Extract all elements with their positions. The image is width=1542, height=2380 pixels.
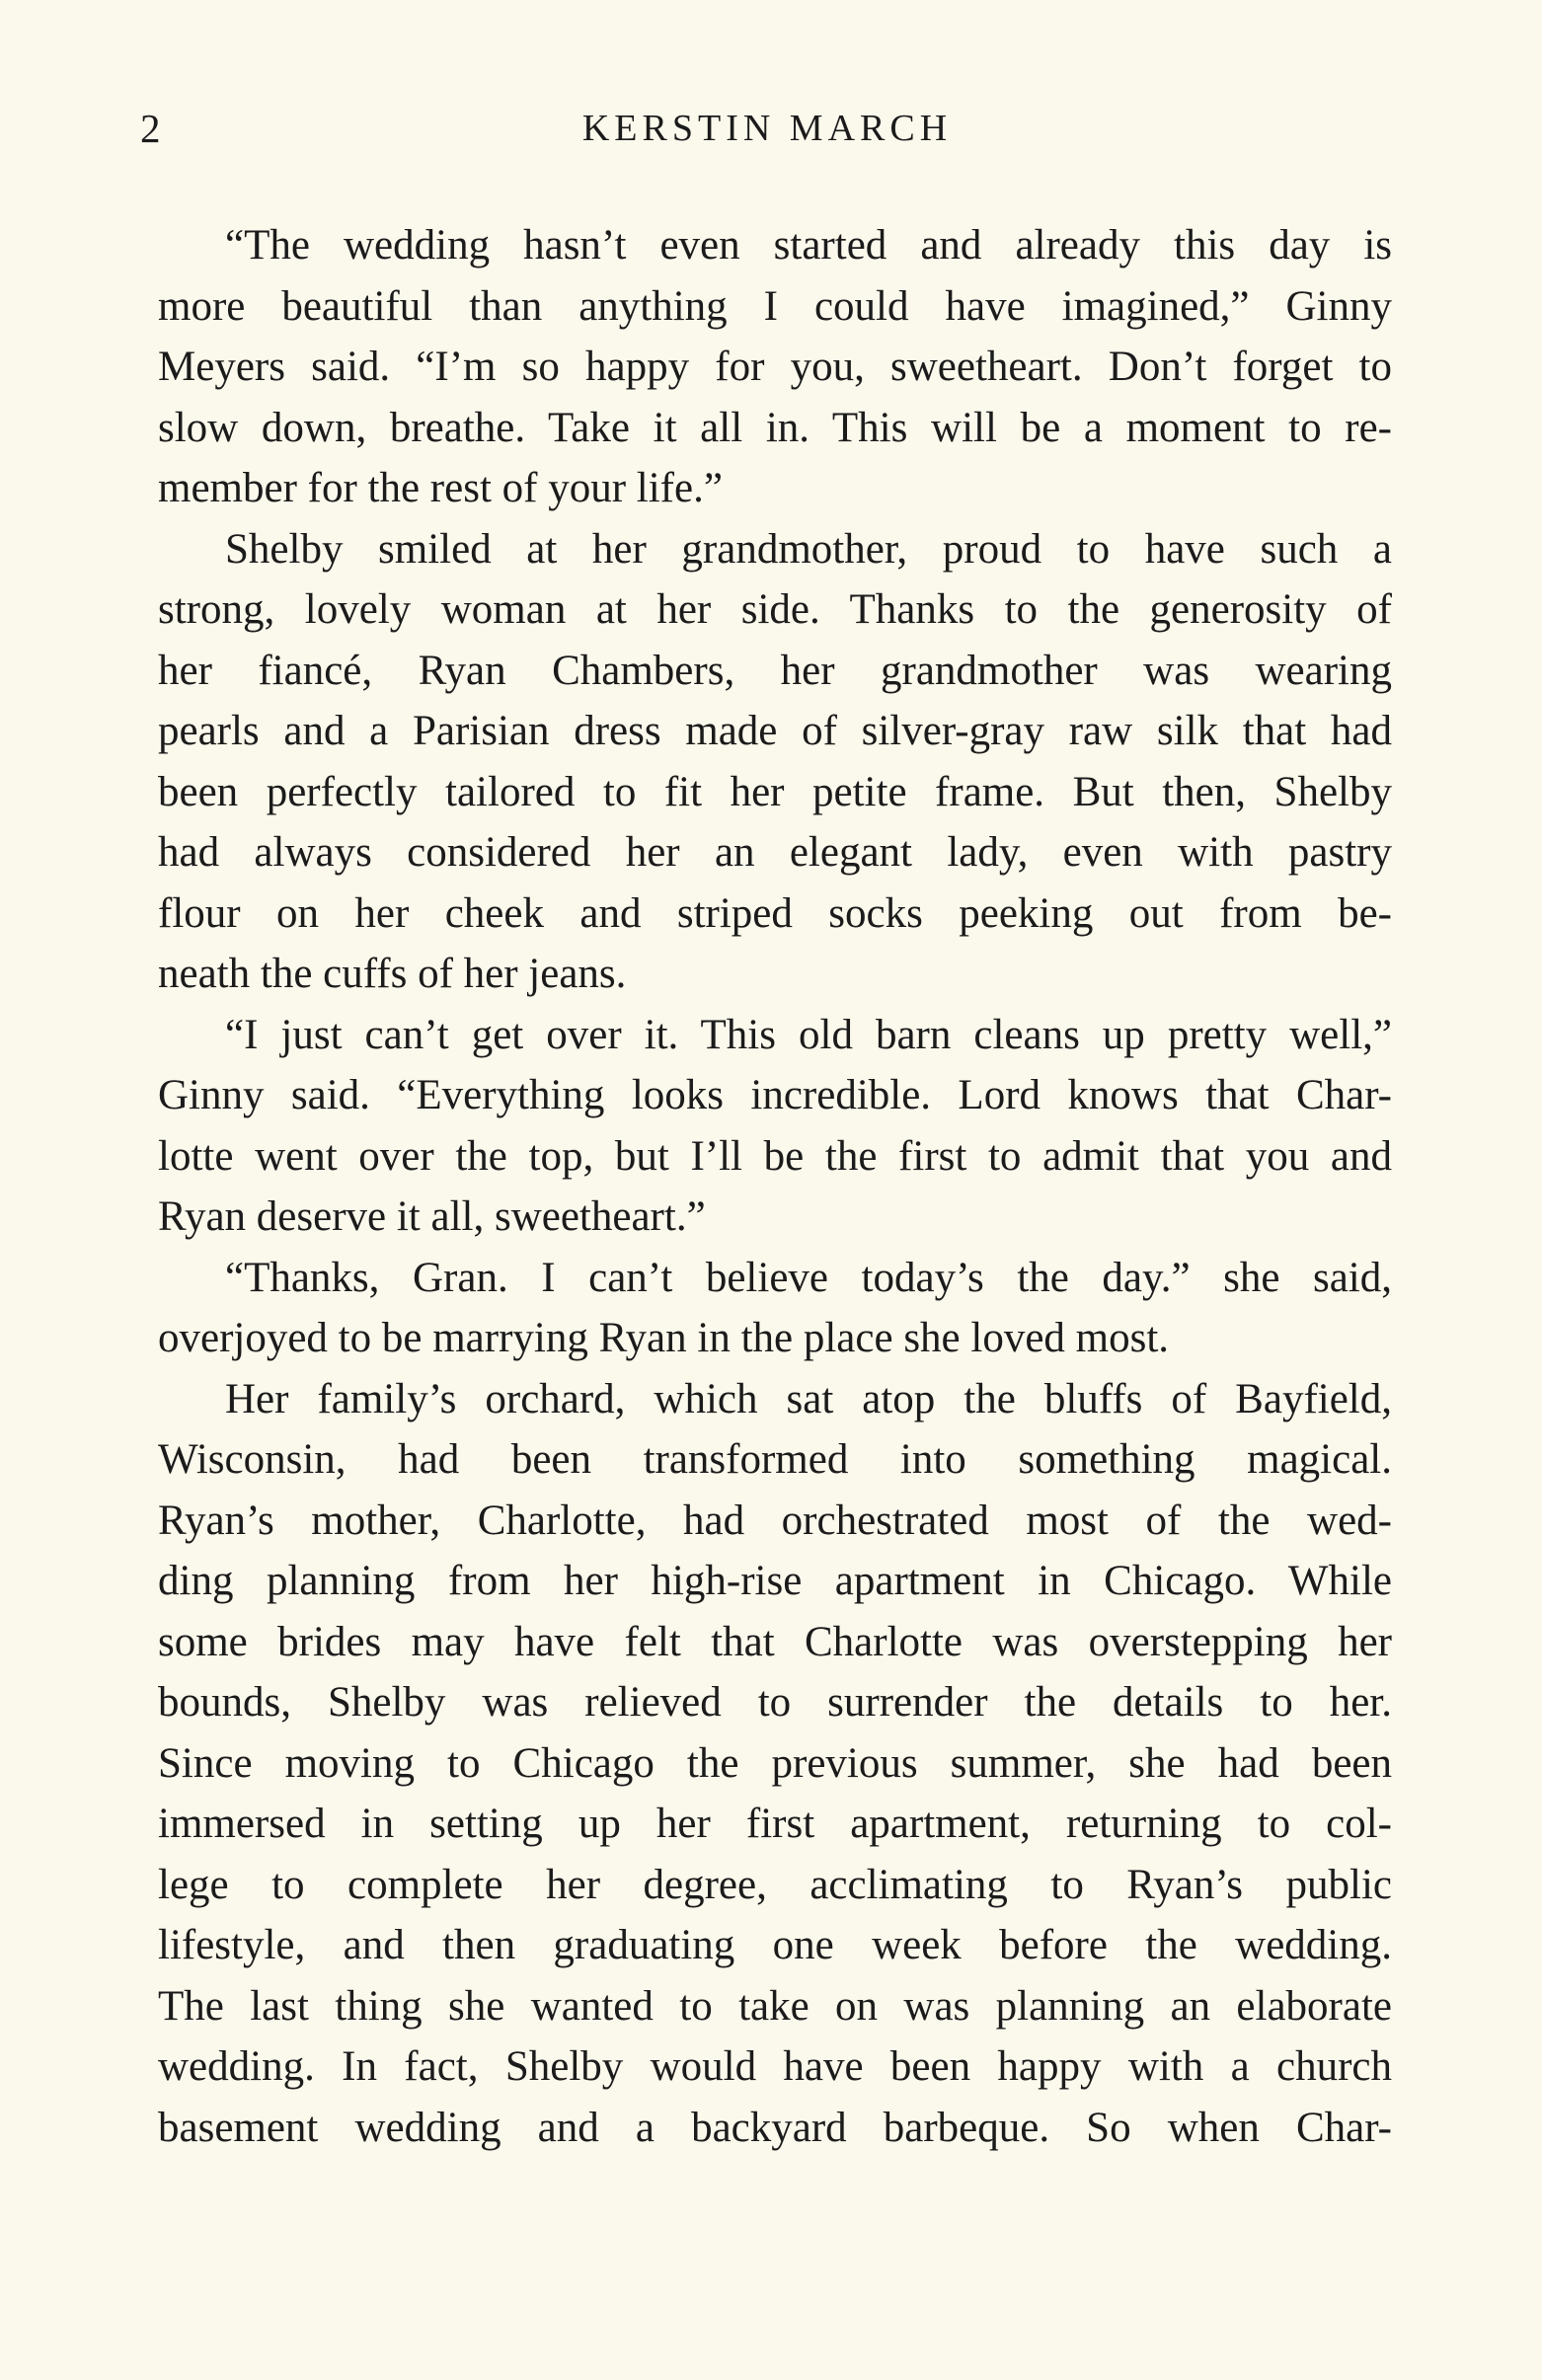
- running-head: [140, 99, 1394, 158]
- text-line: strong, lovely woman at her side. Thanks to the generosity of: [158, 586, 1392, 633]
- text-line: her fiancé, Ryan Chambers, her grandmother was wearing: [158, 647, 1392, 694]
- text-line: neath the cuffs of her jeans.: [158, 951, 627, 997]
- text-line: flour on her cheek and striped socks peeking out from be-: [158, 889, 1392, 937]
- text-line: bounds, Shelby was relieved to surrender the details to her.: [158, 1679, 1392, 1726]
- paragraph: [158, 1248, 1392, 1369]
- paragraph: [158, 215, 1392, 519]
- text-line: “Thanks, Gran. I can’t believe today’s the day.” she said,: [225, 1254, 1392, 1301]
- text-line: pearls and a Parisian dress made of silver-gray raw silk that had: [158, 708, 1392, 754]
- text-line: Ryan deserve it all, sweetheart.”: [158, 1193, 706, 1240]
- text-line: overjoyed to be marrying Ryan in the place she loved most.: [158, 1315, 1170, 1361]
- text-line: lege to complete her degree, acclimating to Ryan’s public: [158, 1861, 1392, 1908]
- page-number: 2: [140, 106, 161, 151]
- text-line: Ginny said. “Everything looks incredible. Lord knows that Char-: [158, 1072, 1392, 1118]
- paragraph: [158, 519, 1392, 1005]
- text-line: lifestyle, and then graduating one week before the wedding.: [158, 1922, 1392, 1968]
- text-line: “The wedding hasn’t even started and already this day is: [225, 222, 1392, 269]
- text-line: Meyers said. “I’m so happy for you, sweetheart. Don’t forget to: [158, 344, 1392, 390]
- text-line: some brides may have felt that Charlotte was overstepping her: [158, 1618, 1392, 1665]
- text-line: been perfectly tailored to fit her petite frame. But then, Shelby: [158, 768, 1392, 815]
- text-line: member for the rest of your life.”: [158, 465, 723, 511]
- text-line: wedding. In fact, Shelby would have been happy with a church: [158, 2043, 1392, 2090]
- paragraph: [158, 1369, 1392, 2159]
- body-text: [158, 215, 1392, 2158]
- text-line: Since moving to Chicago the previous summer, she had been: [158, 1739, 1392, 1787]
- text-line: ding planning from her high-rise apartment in Chicago. While: [158, 1558, 1392, 1604]
- text-line: immersed in setting up her first apartment, returning to col-: [158, 1801, 1392, 1847]
- text-line: Shelby smiled at her grandmother, proud to have such a: [225, 525, 1392, 573]
- paragraph: [158, 1005, 1392, 1248]
- text-line: The last thing she wanted to take on was planning an elaborate: [158, 1982, 1392, 2030]
- text-line: Wisconsin, had been transformed into something magical.: [158, 1436, 1392, 1483]
- text-line: lotte went over the top, but I’ll be the first to admit that you and: [158, 1132, 1392, 1180]
- text-line: basement wedding and a backyard barbeque. So when Char-: [158, 2104, 1392, 2151]
- text-line: Ryan’s mother, Charlotte, had orchestrated most of the wed-: [158, 1497, 1392, 1544]
- text-line: Her family’s orchard, which sat atop the bluffs of Bayfield,: [225, 1375, 1392, 1422]
- text-line: more beautiful than anything I could have imagined,” Ginny: [158, 282, 1392, 330]
- text-line: had always considered her an elegant lady, even with pastry: [158, 829, 1392, 876]
- text-line: “I just can’t get over it. This old barn cleans up pretty well,”: [225, 1011, 1392, 1058]
- text-line: slow down, breathe. Take it all in. This will be a moment to re-: [158, 404, 1392, 451]
- running-head-author: KERSTIN MARCH: [581, 108, 953, 149]
